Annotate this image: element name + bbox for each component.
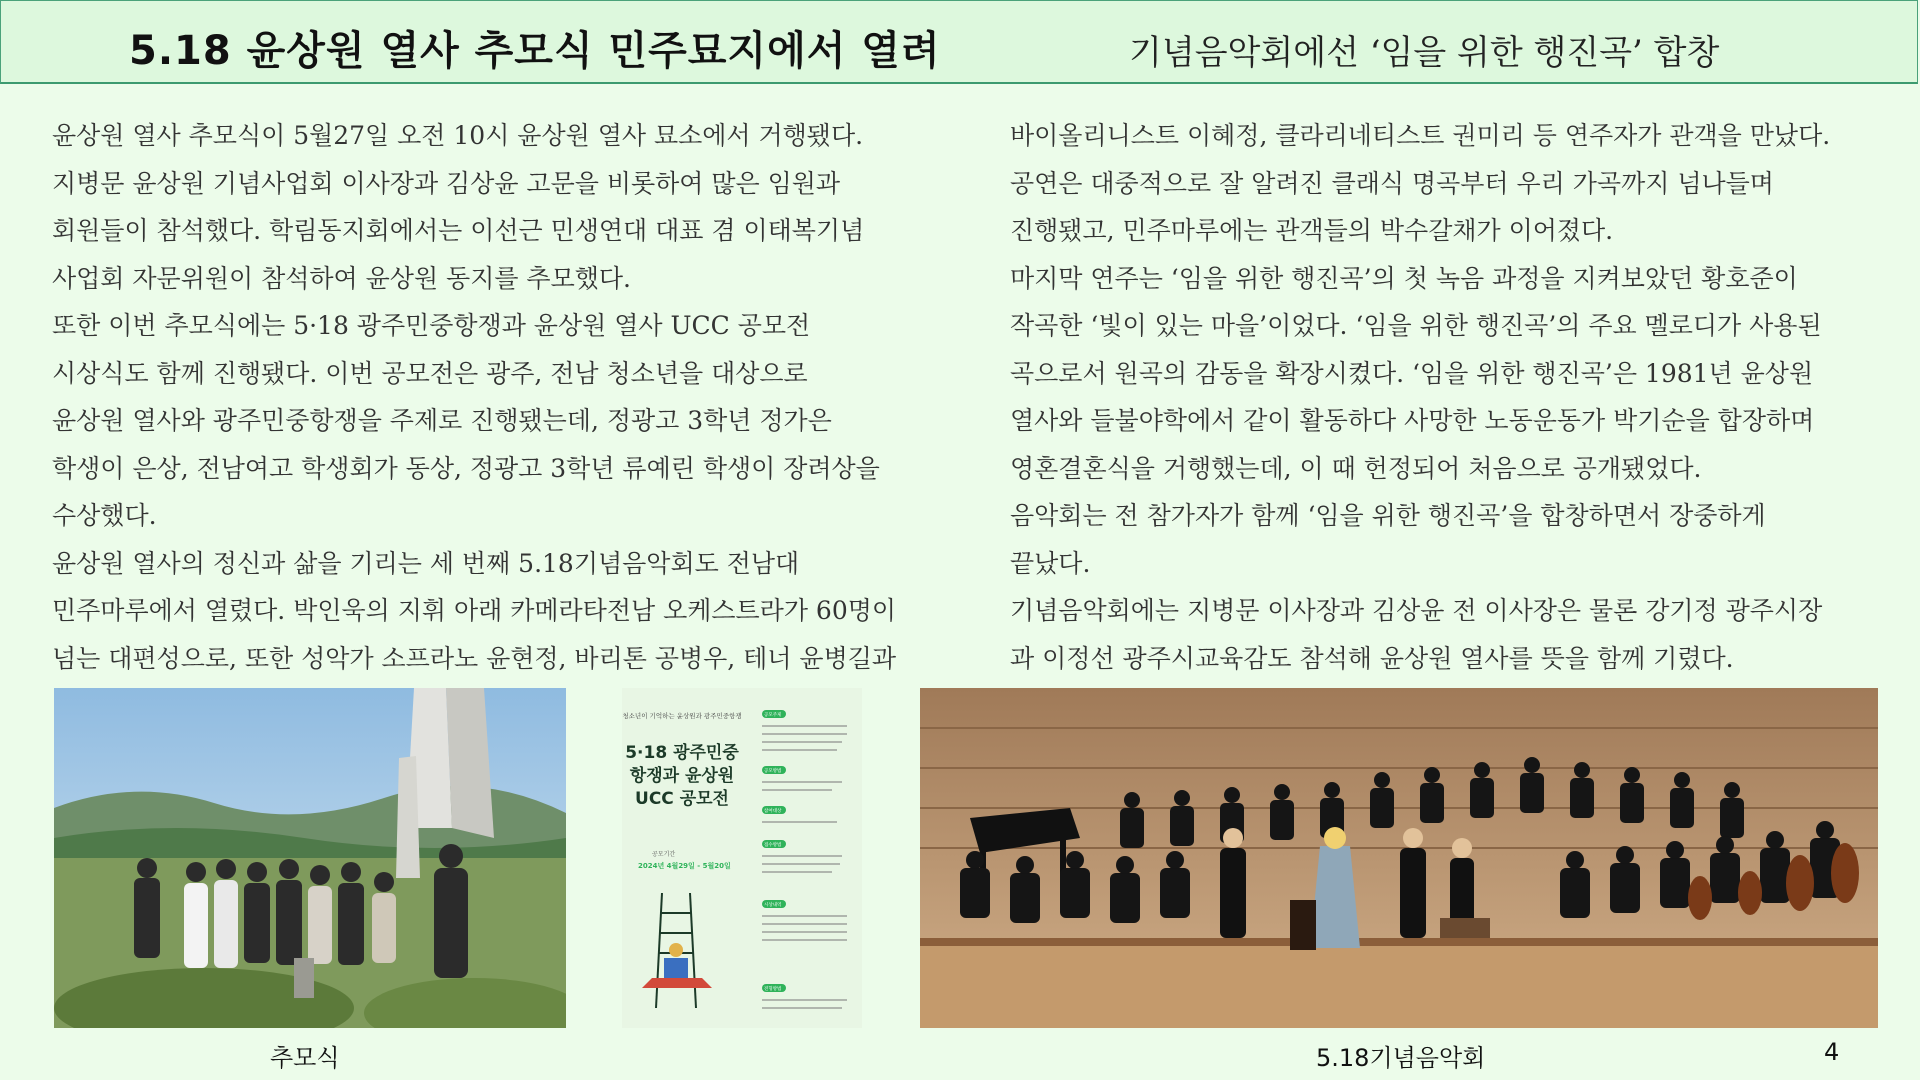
paragraph-line: 과 이정선 광주시교육감도 참석해 윤상원 열사를 뜻을 함께 기렸다. <box>1010 643 1734 673</box>
poster-tag: 시상내역 <box>764 903 782 908</box>
paragraph-line: 회원들이 참석했다. 학림동지회에서는 이선근 민생연대 대표 겸 이태복기념 <box>52 216 865 245</box>
poster-tag: 참여대상 <box>764 809 782 814</box>
paragraph-line: 학생이 은상, 전남여고 학생회가 동상, 정광고 3학년 류예린 학생이 장려상을 <box>52 453 880 483</box>
left-column <box>52 112 932 682</box>
poster-title-1: 5·18 광주민중 <box>625 743 739 763</box>
poster-tag: 공모방법 <box>764 769 782 774</box>
paragraph-line: 수상했다. <box>52 501 157 530</box>
memorial-photo-illustration <box>54 688 566 1028</box>
poster-tag: 전형방법 <box>764 987 782 992</box>
paragraph-line: 곡으로서 원곡의 감동을 확장시켰다. ‘임을 위한 행진곡’은 1981년 윤상원 <box>1010 358 1814 388</box>
paragraph-line: 끝났다. <box>1010 548 1091 578</box>
paragraph-line: 또한 이번 추모식에는 5·18 광주민중항쟁과 윤상원 열사 UCC 공모전 <box>52 311 811 340</box>
paragraph-line: 윤상원 열사 추모식이 5월27일 오전 10시 윤상원 열사 묘소에서 거행됐다. <box>52 121 864 150</box>
paragraph-line: 열사와 들불야학에서 같이 활동하다 사망한 노동운동가 박기순을 합장하며 <box>1010 406 1815 435</box>
paragraph-line: 마지막 연주는 ‘임을 위한 행진곡’의 첫 녹음 과정을 지켜보았던 황호준이 <box>1010 263 1798 293</box>
paragraph-line: 사업회 자문위원이 참석하여 윤상원 동지를 추모했다. <box>52 263 631 293</box>
page-number: 4 <box>1824 1038 1840 1066</box>
paragraph-line: 바이올리니스트 이혜정, 클라리네티스트 권미리 등 연주자가 관객을 만났다. <box>1010 121 1831 150</box>
header-bar <box>0 0 1918 84</box>
page-title: 5.18 윤상원 열사 추모식 민주묘지에서 열려 <box>129 28 941 74</box>
poster-tag: 공모주제 <box>764 713 782 718</box>
concert-photo-illustration <box>920 688 1878 1028</box>
paragraph-line: 지병문 윤상원 기념사업회 이사장과 김상윤 고문을 비롯하여 많은 임원과 <box>52 168 841 198</box>
paragraph-line: 음악회는 전 참가자가 함께 ‘임을 위한 행진곡’을 합창하면서 장중하게 <box>1010 501 1766 530</box>
poster-graphic <box>622 688 862 1028</box>
poster-period-label: 공모기간 <box>652 851 676 858</box>
paragraph-line: 공연은 대중적으로 잘 알려진 클래식 명곡부터 우리 가곡까지 넘나들며 <box>1010 168 1774 198</box>
paragraph-line: 영혼결혼식을 거행했는데, 이 때 헌정되어 처음으로 공개됐었다. <box>1010 453 1702 483</box>
poster-top-line: 청소년이 기억하는 윤상원과 광주민중항쟁 <box>622 712 742 720</box>
page-subtitle: 기념음악회에선 ‘임을 위한 행진곡’ 합창 <box>1129 33 1720 73</box>
poster-period: 2024년 4월29일 - 5월20일 <box>638 862 731 870</box>
paragraph-line: 기념음악회에는 지병문 이사장과 김상윤 전 이사장은 물론 강기정 광주시장 <box>1010 596 1823 625</box>
paragraph-line: 작곡한 ‘빛이 있는 마을’이었다. ‘임을 위한 행진곡’의 주요 멜로디가 사용된 <box>1010 311 1822 340</box>
poster-title-2: 항쟁과 윤상원 <box>629 766 735 786</box>
poster-tag: 접수방법 <box>764 843 782 848</box>
right-column <box>1010 112 1890 682</box>
paragraph-line: 시상식도 함께 진행됐다. 이번 공모전은 광주, 전남 청소년을 대상으로 <box>52 358 808 388</box>
concert-photo <box>920 688 1878 1028</box>
paragraph-line: 진행됐고, 민주마루에는 관객들의 박수갈채가 이어졌다. <box>1010 216 1614 245</box>
paragraph-line: 윤상원 열사의 정신과 삶을 기리는 세 번째 5.18기념음악회도 전남대 <box>52 548 800 578</box>
poster-title-3: UCC 공모전 <box>635 789 729 809</box>
caption-concert: 5.18기념음악회 <box>1316 1044 1486 1072</box>
paragraph-line: 민주마루에서 열렸다. 박인욱의 지휘 아래 카메라타전남 오케스트라가 60명이 <box>52 596 897 625</box>
paragraph-line: 윤상원 열사와 광주민중항쟁을 주제로 진행됐는데, 정광고 3학년 정가은 <box>52 406 832 435</box>
ucc-contest-poster <box>622 688 862 1028</box>
paragraph-line: 넘는 대편성으로, 또한 성악가 소프라노 윤현정, 바리톤 공병우, 테너 윤병길과 <box>52 643 897 673</box>
memorial-photo <box>54 688 566 1028</box>
caption-memorial: 추모식 <box>270 1044 340 1072</box>
